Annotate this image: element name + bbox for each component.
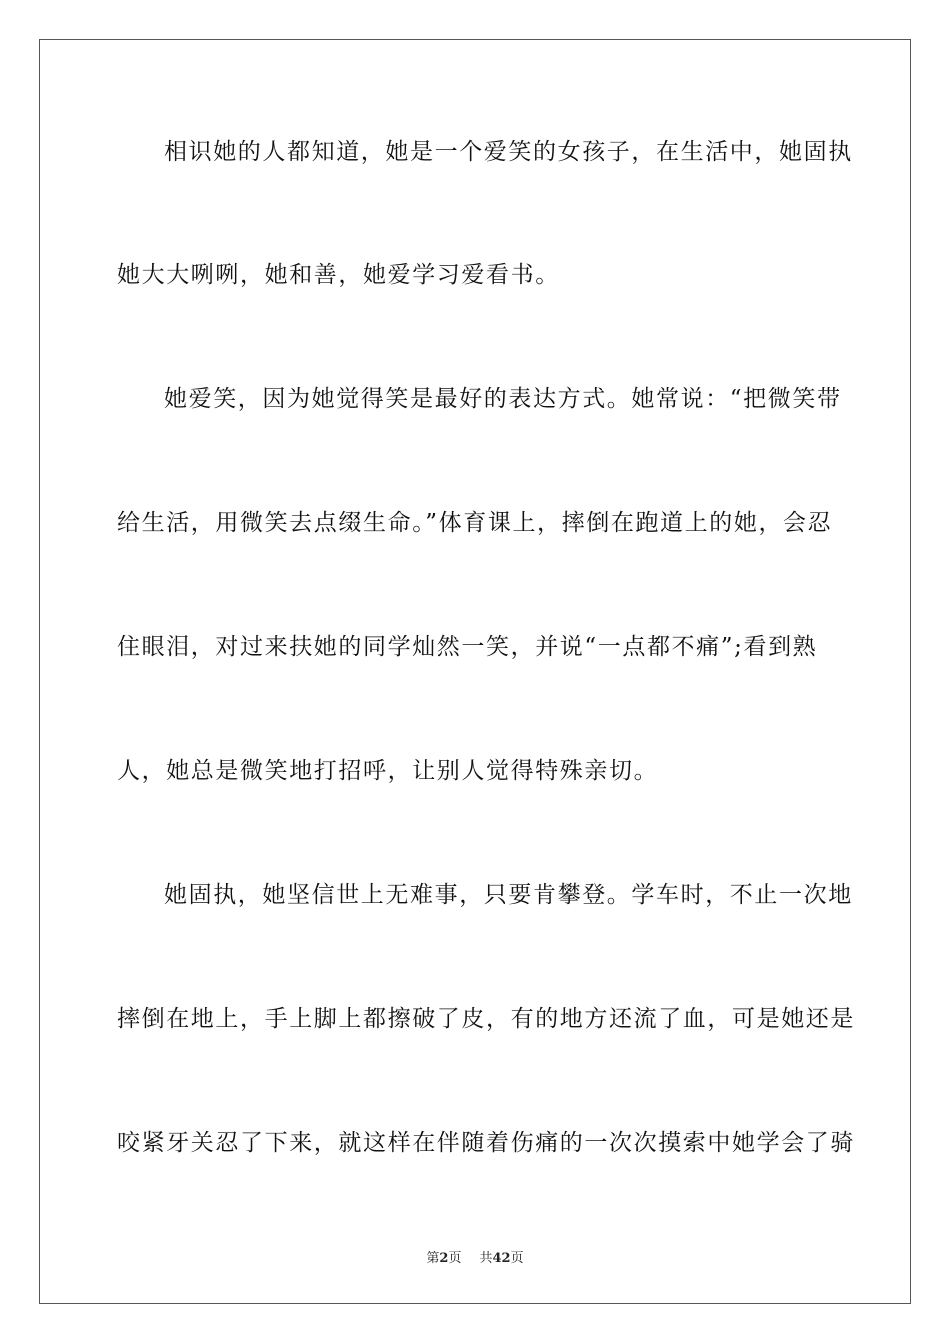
- paragraph-2-line-2: 给生活，用微笑去点缀生命。”体育课上，摔倒在跑道上的她，会忍: [117, 510, 833, 536]
- paragraph-3-line-2: 摔倒在地上，手上脚上都擦破了皮，有的地方还流了血，可是她还是: [117, 1006, 855, 1032]
- paragraph-2-line-4: 人，她总是微笑地打招呼，让别人觉得特殊亲切。: [117, 758, 659, 784]
- paragraph-2-line-3: 住眼泪，对过来扶她的同学灿然一笑，并说“一点都不痛”;看到熟: [117, 634, 818, 660]
- total-pages: 42: [492, 1251, 511, 1266]
- page-footer: [0, 1247, 950, 1266]
- paragraph-1-line-2: 她大大咧咧，她和善，她爱学习爱看书。: [117, 262, 560, 288]
- paragraph-3-line-3: 咬紧牙关忍了下来，就这样在伴随着伤痛的一次次摸索中她学会了骑: [117, 1130, 855, 1156]
- total-suffix: 页: [510, 1251, 524, 1266]
- page-suffix: 页: [448, 1251, 462, 1266]
- page-border: [39, 39, 911, 1304]
- page-prefix: 第: [426, 1251, 440, 1266]
- total-prefix: 共: [479, 1251, 493, 1266]
- paragraph-2-line-1: 她爱笑，因为她觉得笑是最好的表达方式。她常说：“把微笑带: [164, 386, 842, 412]
- paragraph-1-line-1: 相识她的人都知道，她是一个爱笑的女孩子，在生活中，她固执: [164, 139, 853, 165]
- paragraph-3-line-1: 她固执，她坚信世上无难事，只要肯攀登。学车时，不止一次地: [164, 882, 853, 908]
- page-number: 2: [439, 1251, 449, 1266]
